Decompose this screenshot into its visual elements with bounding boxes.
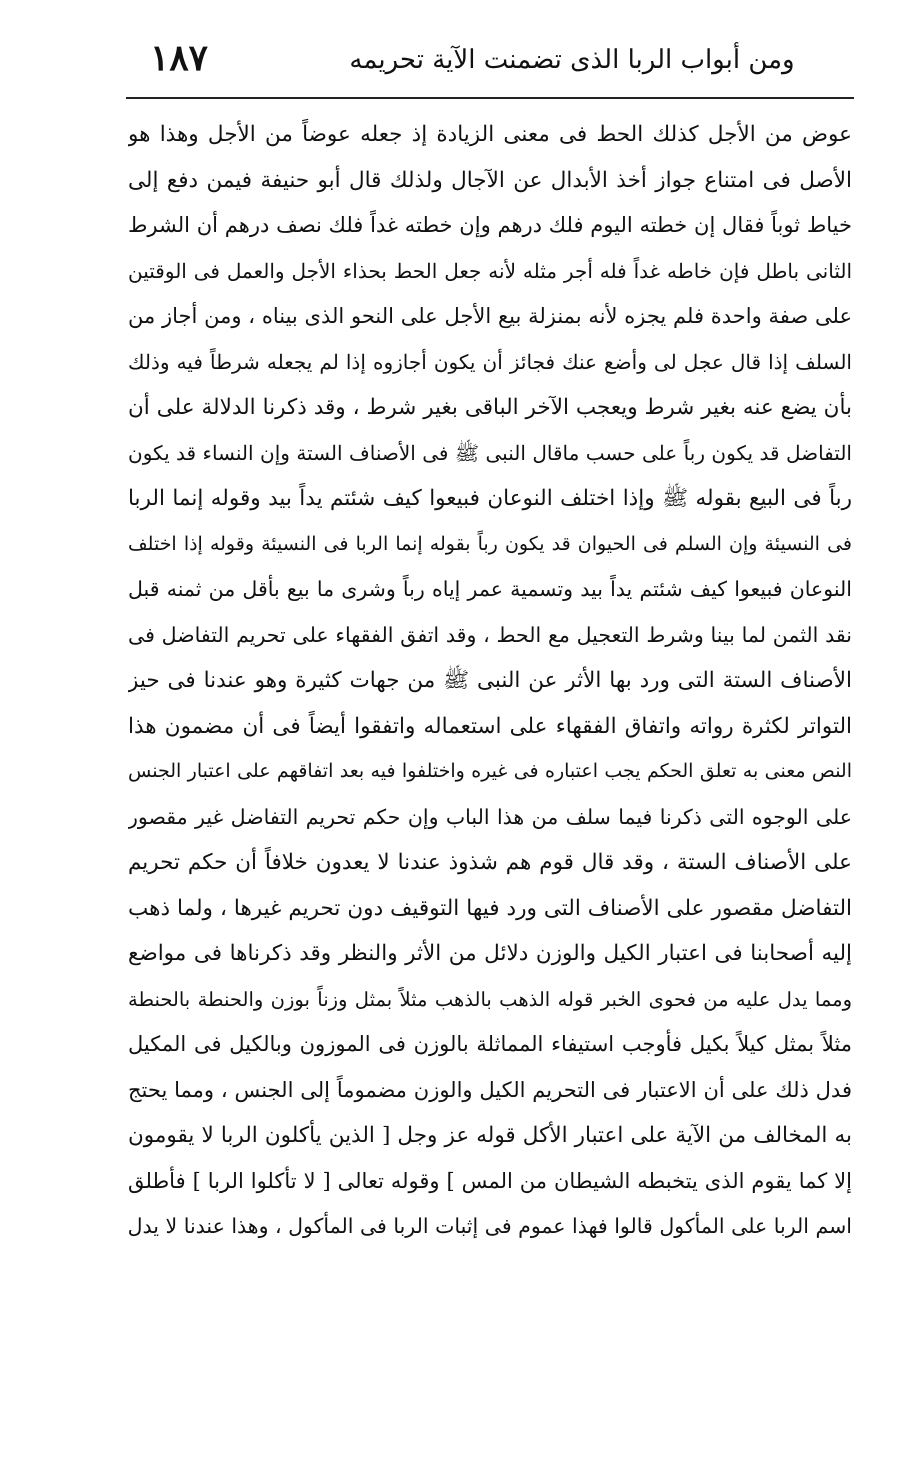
text-line: اسم الربا على المأكول قالوا فهذا عموم فى إثبات الربا فى المأكول ، وهذا عندنا لا يدل [128,1214,852,1238]
text-line: مثلاً بمثل كيلاً بكيل فأوجب استيفاء المماثلة بالوزن فى الموزون وبالكيل فى المكيل [128,1032,852,1056]
text-line: فدل ذلك على أن الاعتبار فى التحريم الكيل والوزن مضموماً إلى الجنس ، ومما يحتج [128,1077,852,1102]
text-line: التفاضل مقصور على الأصناف التى ورد فيها التوقيف دون تحريم غيرها ، ولما ذهب [128,895,852,921]
running-title: ومن أبواب الربا الذى تضمنت الآية تحريمه [349,45,795,75]
text-line: به المخالف من الآية على اعتبار الأكل قوله عز وجل [ الذين يأكلون الربا لا يقومون [128,1123,852,1148]
text-line: الأصل فى امتناع جواز أخذ الأبدال عن الآجال ولذلك قال أبو حنيفة فيمن دفع إلى [128,167,852,193]
text-line: ومما يدل عليه من فحوى الخبر قوله الذهب بالذهب مثلاً بمثل وزناً بوزن والحنطة بالحنطة [128,987,852,1011]
text-line: النص معنى به تعلق الحكم يجب اعتباره فى غيره واختلفوا فيه بعد اتفاقهم على اعتبار الجنس [128,760,852,782]
text-line: بأن يضع عنه بغير شرط ويعجب الآخر الباقى بغير شرط ، وقد ذكرنا الدلالة على أن [128,395,852,420]
page-header [128,36,852,88]
header-divider [126,97,854,99]
text-line: رباً فى البيع بقوله ﷺ وإذا اختلف النوعان فبيعوا كيف شئتم يداً بيد وقوله إنما الربا [128,486,852,511]
text-line: خياط ثوباً فقال إن خطته اليوم فلك درهم وإن خطته غداً فلك نصف درهم أن الشرط [128,213,852,237]
text-line: إلا كما يقوم الذى يتخبطه الشيطان من المس ] وقوله تعالى [ لا تأكلوا الربا ] فأطلق [128,1168,852,1193]
text-line: نقد الثمن لما بينا وشرط التعجيل مع الحط ، وقد اتفق الفقهاء على تحريم التفاضل فى [128,622,852,647]
text-line: النوعان فبيعوا كيف شئتم يداً بيد وتسمية عمر إياه رباً وشرى ما بيع بأقل من ثمنه قبل [128,577,852,601]
text-line: التفاضل قد يكون رباً على حسب ماقال النبى ﷺ فى الأصناف الستة وإن النساء قد يكون [128,440,852,465]
page-number: ١٨٧ [150,37,209,79]
text-line: على الأصناف الستة ، وقد قال قوم هم شذوذ عندنا لا يعدون خلافاً أن حكم تحريم [128,850,852,875]
text-line: على الوجوه التى ذكرنا فيما سلف من هذا الباب وإن حكم تحريم التفاضل غير مقصور [128,804,852,829]
body-text [128,112,852,1250]
text-line: التواتر لكثرة رواته واتفاق الفقهاء على استعماله واتفقوا أيضاً فى أن مضمون هذا [128,713,852,739]
text-line: عوض من الأجل كذلك الحط فى معنى الزيادة إذ جعله عوضاً من الأجل وهذا هو [128,122,852,147]
text-line: إليه أصحابنا فى اعتبار الكيل والوزن دلائل من الأثر والنظر وقد ذكرناها فى مواضع [128,941,852,966]
text-line: السلف إذا قال عجل لى وأضع عنك فجائز أن يكون أجازوه إذا لم يجعله شرطاً فيه وذلك [128,349,852,374]
text-line: على صفة واحدة فلم يجزه لأنه بمنزلة بيع الأجل على النحو الذى بيناه ، ومن أجاز من [128,304,852,328]
text-line: الثانى باطل فإن خاطه غداً فله أجر مثله لأنه جعل الحط بحذاء الأجل والعمل فى الوقتين [128,258,852,283]
text-line: فى النسيئة وإن السلم فى الحيوان قد يكون رباً بقوله إنما الربا فى النسيئة وقوله إذا اختلف [128,532,852,555]
text-line: الأصناف الستة التى ورد بها الأثر عن النبى ﷺ من جهات كثيرة وهو عندنا فى حيز [128,668,852,693]
